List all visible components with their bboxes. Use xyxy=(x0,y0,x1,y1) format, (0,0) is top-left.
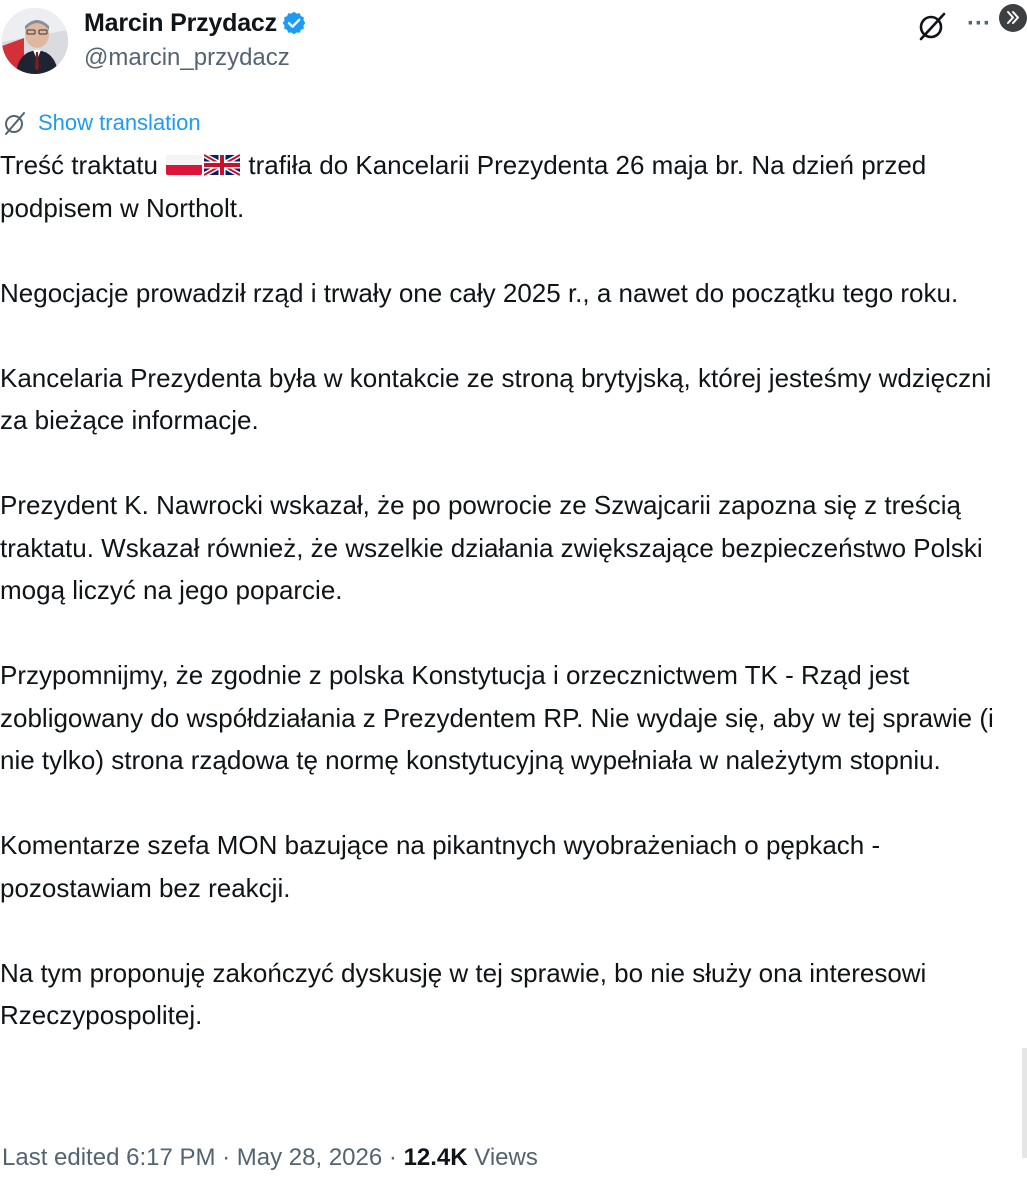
tweet-paragraph-6: Komentarze szefa MON bazujące na pikantnych wyobrażeniach o pępkach - pozostawiam bez reakcji. xyxy=(0,830,895,903)
tweet-paragraph-1: Treść traktatu trafiła do Kancelarii Prezydenta 26 maja br. Na dzień przed podpisem w Northolt. xyxy=(0,144,1010,229)
expand-chevron-icon[interactable] xyxy=(999,4,1027,32)
views-label: Views xyxy=(467,1144,538,1171)
scrollbar[interactable] xyxy=(1022,1048,1027,1158)
meta-separator: · xyxy=(215,1144,237,1171)
author-handle[interactable]: @marcin_przydacz xyxy=(84,44,290,71)
uk-flag-icon xyxy=(204,147,240,171)
grok-translate-icon xyxy=(2,110,28,136)
meta-separator: · xyxy=(382,1144,404,1171)
more-options-icon[interactable]: ··· xyxy=(967,10,991,37)
tweet-date-link[interactable]: May 28, 2026 xyxy=(236,1144,383,1171)
show-translation-link[interactable]: Show translation xyxy=(38,110,201,135)
tweet-text xyxy=(0,144,1010,1037)
tweet-header xyxy=(0,0,1027,90)
grok-icon[interactable] xyxy=(916,10,948,42)
tweet-meta xyxy=(2,1144,538,1172)
tweet-paragraph-2: Negocjacje prowadził rząd i trwały one cały 2025 r., a nawet do początku tego roku. xyxy=(0,277,959,308)
translation-row xyxy=(2,108,201,138)
author-display-name[interactable]: Marcin Przydacz xyxy=(84,8,277,37)
edited-timestamp-link[interactable]: Last edited 6:17 PM xyxy=(2,1144,216,1171)
tweet-paragraph-3: Kancelaria Prezydenta była w kontakcie ze stroną brytyjską, której jesteśmy wdzięczni za bieżące informacje. xyxy=(0,362,992,435)
author-names xyxy=(84,6,306,72)
polish-flag-icon xyxy=(166,147,202,171)
tweet-paragraph-7: Na tym proponuję zakończyć dyskusję w tej sprawie, bo nie służy ona interesowi Rzeczypospolitej. xyxy=(0,957,927,1030)
avatar[interactable] xyxy=(2,8,68,74)
views-count[interactable]: 12.4K xyxy=(403,1144,468,1171)
tweet-paragraph-4: Prezydent K. Nawrocki wskazał, że po powrocie ze Szwajcarii zapozna się z treścią traktatu. Wskazał również, że wszelkie działania zwiększające bezpieczeństwo Polski mogą liczyć na jego poparcie. xyxy=(0,490,983,605)
verified-badge-icon[interactable] xyxy=(282,11,306,35)
tweet-paragraph-5: Przypomnijmy, że zgodnie z polska Konstytucja i orzecznictwem TK - Rząd jest zobligowany do współdziałania z Prezydentem RP. Nie wydaje się, aby w tej sprawie (i nie tylko) strona rządowa tę normę konstytucyjną wypełniała w należytym stopniu. xyxy=(0,660,994,775)
